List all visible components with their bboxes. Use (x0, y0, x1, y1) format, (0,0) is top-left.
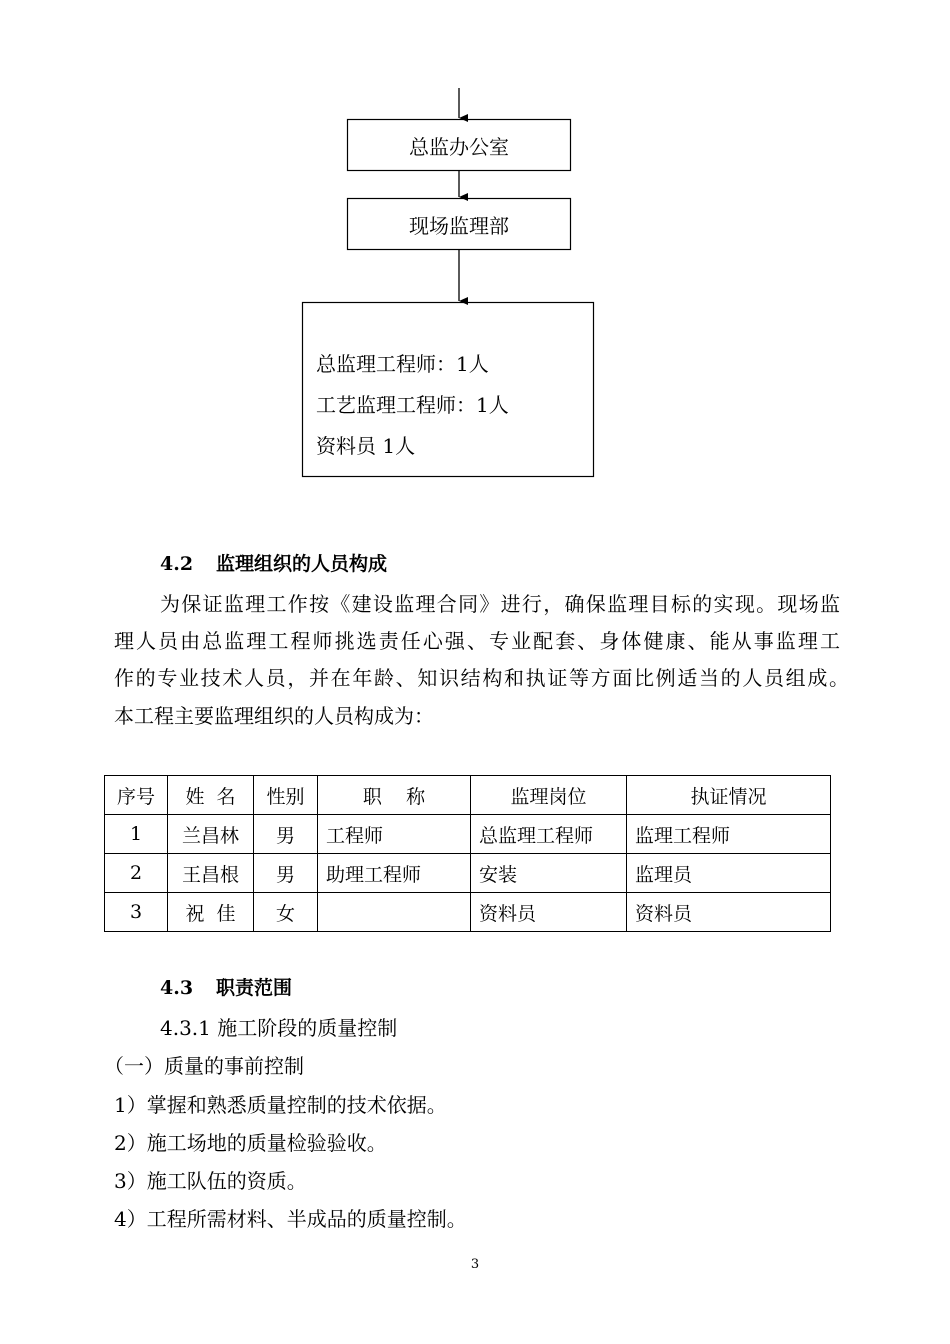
table-row (105, 893, 831, 932)
cell-title (318, 893, 471, 932)
cell-position: 安装 (471, 854, 627, 893)
cell-certificate: 监理员 (627, 854, 831, 893)
staff-line-process-engineer: 工艺监理工程师：1人 (316, 393, 509, 417)
cell-index: 2 (105, 854, 168, 893)
cell-position: 资料员 (471, 893, 627, 932)
cell-index: 3 (105, 893, 168, 932)
header-title: 职 称 (318, 776, 471, 815)
staff-line-chief-engineer: 总监理工程师：1人 (316, 352, 489, 376)
cell-gender: 男 (254, 854, 318, 893)
cell-title: 助理工程师 (318, 854, 471, 893)
section-4-2-heading (160, 549, 387, 576)
cell-name: 祝 佳 (168, 893, 254, 932)
section-4-3-number: 4.3 (160, 977, 194, 999)
cell-gender: 男 (254, 815, 318, 854)
org-chart (0, 0, 950, 500)
cell-certificate: 资料员 (627, 893, 831, 932)
header-index: 序号 (105, 776, 168, 815)
paragraph-line-1: 为保证监理工作按《建设监理合同》进行，确保监理目标的实现。现场监 (160, 592, 840, 616)
cell-name: 王昌根 (168, 854, 254, 893)
cell-certificate: 监理工程师 (627, 815, 831, 854)
paragraph-line-2: 理人员由总监理工程师挑选责任心强、专业配套、身体健康、能从事监理工 (114, 629, 840, 653)
staff-line-document-clerk: 资料员 1人 (316, 434, 416, 458)
table-row (105, 854, 831, 893)
subsection-4-3-1: 4.3.1 施工阶段的质量控制 (160, 1016, 398, 1040)
cell-title: 工程师 (318, 815, 471, 854)
header-position: 监理岗位 (471, 776, 627, 815)
section-4-3-title: 职责范围 (216, 977, 293, 999)
org-box-middle-label: 现场监理部 (409, 213, 509, 238)
staff-table (104, 775, 831, 932)
cell-position: 总监理工程师 (471, 815, 627, 854)
table-header-row (105, 776, 831, 815)
paragraph-line-4: 本工程主要监理组织的人员构成为： (114, 704, 434, 728)
cell-name: 兰昌林 (168, 815, 254, 854)
section-4-2-number: 4.2 (160, 553, 194, 575)
cell-gender: 女 (254, 893, 318, 932)
header-certificate: 执证情况 (627, 776, 831, 815)
org-box-top-label: 总监办公室 (409, 134, 509, 159)
group-heading-pre-control: （一）质量的事前控制 (104, 1054, 304, 1078)
section-4-2-title: 监理组织的人员构成 (216, 553, 388, 575)
paragraph-line-3: 作的专业技术人员，并在年龄、知识结构和执证等方面比例适当的人员组成。 (114, 666, 849, 690)
list-item: 1）掌握和熟悉质量控制的技术依据。 (114, 1093, 447, 1117)
list-item: 2）施工场地的质量检验验收。 (114, 1131, 387, 1155)
header-gender: 性别 (254, 776, 318, 815)
list-item: 3）施工队伍的资质。 (114, 1169, 307, 1193)
list-item: 4）工程所需材料、半成品的质量控制。 (114, 1207, 467, 1231)
header-name: 姓 名 (168, 776, 254, 815)
table-row (105, 815, 831, 854)
section-4-3-heading (160, 973, 292, 1000)
page-number: 3 (470, 1257, 480, 1272)
cell-index: 1 (105, 815, 168, 854)
